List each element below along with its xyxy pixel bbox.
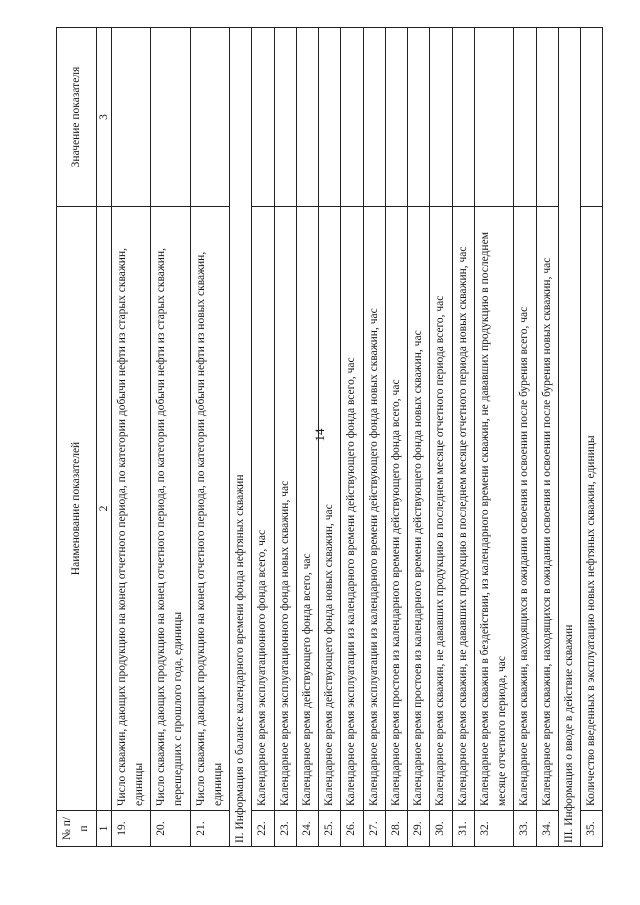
row-num: 28. [385, 811, 407, 847]
row-value [190, 28, 230, 207]
table-row [536, 28, 558, 847]
header-name: Наименование показателей [57, 207, 97, 811]
section-row [558, 28, 580, 847]
row-value [474, 28, 514, 207]
table-row [408, 28, 430, 847]
row-num: 32. [474, 811, 514, 847]
row-value [111, 28, 151, 207]
row-name: Количество введенных в эксплуатацию новых нефтяных скважин, единицы [581, 207, 603, 811]
row-value [296, 28, 318, 207]
page-number: 14 [312, 428, 327, 442]
row-name: Число скважин, дающих продукцию на конец отчетного периода, по категории добычи нефти из старых скважин, перешедших с прошлого года, единицы [151, 207, 191, 811]
header-row [57, 28, 97, 847]
row-name: Календарное время скважин в бездействии, из календарного времени скважин, не дававших продукцию в последнем месяце отчетного периода, час [474, 207, 514, 811]
row-name: Календарное время эксплуатации из календарного времени действующего фонда новых скважин, час [363, 207, 385, 811]
row-name: Календарное время скважин, не дававших продукцию в последнем месяце отчетного периода новых скважин, час [452, 207, 474, 811]
column-index-row [96, 28, 111, 847]
row-num: 26. [341, 811, 363, 847]
row-value [341, 28, 363, 207]
column-index-1: 1 [96, 811, 111, 847]
section-title: III. Информация о вводе в действие скважин [558, 28, 580, 847]
row-num: 27. [363, 811, 385, 847]
row-name: Календарное время скважин, находящихся в ожидании освоения и освоении после бурения всего, час [514, 207, 536, 811]
column-index-3: 3 [96, 28, 111, 207]
row-value [514, 28, 536, 207]
row-value [581, 28, 603, 207]
table-row [452, 28, 474, 847]
section-row [230, 28, 252, 847]
table-row [190, 28, 230, 847]
table-row [581, 28, 603, 847]
table-viewport [56, 27, 597, 847]
row-value [252, 28, 274, 207]
table-row [341, 28, 363, 847]
table-row [385, 28, 407, 847]
table-row [274, 28, 296, 847]
row-num: 33. [514, 811, 536, 847]
row-name: Календарное время действующего фонда всего, час [296, 207, 318, 811]
table-row [296, 28, 318, 847]
row-num: 25. [319, 811, 341, 847]
row-value [452, 28, 474, 207]
row-value [151, 28, 191, 207]
table-row [151, 28, 191, 847]
row-value [319, 28, 341, 207]
table-row [363, 28, 385, 847]
row-value [536, 28, 558, 207]
row-num: 31. [452, 811, 474, 847]
row-name: Календарное время эксплуатационного фонда всего, час [252, 207, 274, 811]
header-num: № п/п [57, 811, 97, 847]
table-row [252, 28, 274, 847]
section-title: II. Информация о балансе календарного времени фонда нефтяных скважин [230, 28, 252, 847]
row-name: Число скважин, дающих продукцию на конец отчетного периода, по категории добычи нефти из новых скважин, единицы [190, 207, 230, 811]
row-num: 29. [408, 811, 430, 847]
row-name: Календарное время действующего фонда новых скважин, час [319, 207, 341, 811]
row-num: 24. [296, 811, 318, 847]
row-value [363, 28, 385, 207]
row-name: Календарное время эксплуатации из календарного времени действующего фонда всего, час [341, 207, 363, 811]
row-name: Календарное время скважин, не дававших продукцию в последнем месяце отчетного периода всего, час [430, 207, 452, 811]
column-index-2: 2 [96, 207, 111, 811]
row-num: 21. [190, 811, 230, 847]
table-row [111, 28, 151, 847]
row-name: Календарное время простоев из календарного времени действующего фонда всего, час [385, 207, 407, 811]
row-num: 23. [274, 811, 296, 847]
table-row [514, 28, 536, 847]
table-row [474, 28, 514, 847]
row-num: 34. [536, 811, 558, 847]
row-name: Число скважин, дающих продукцию на конец отчетного периода, по категории добычи нефти из старых скважин, единицы [111, 207, 151, 811]
rotated-table-container [56, 27, 597, 847]
row-name: Календарное время скважин, находящихся в ожидании освоения и освоении после бурения новых скважин, час [536, 207, 558, 811]
row-name: Календарное время простоев из календарного времени действующего фонда новых скважин, час [408, 207, 430, 811]
row-name: Календарное время эксплуатационного фонда новых скважин, час [274, 207, 296, 811]
row-value [430, 28, 452, 207]
table-row [319, 28, 341, 847]
row-value [385, 28, 407, 207]
row-value [408, 28, 430, 207]
row-num: 20. [151, 811, 191, 847]
row-num: 30. [430, 811, 452, 847]
table-row [430, 28, 452, 847]
row-num: 22. [252, 811, 274, 847]
row-value [274, 28, 296, 207]
row-num: 35. [581, 811, 603, 847]
header-value: Значение показателя [57, 28, 97, 207]
indicators-table [56, 27, 603, 847]
row-num: 19. [111, 811, 151, 847]
